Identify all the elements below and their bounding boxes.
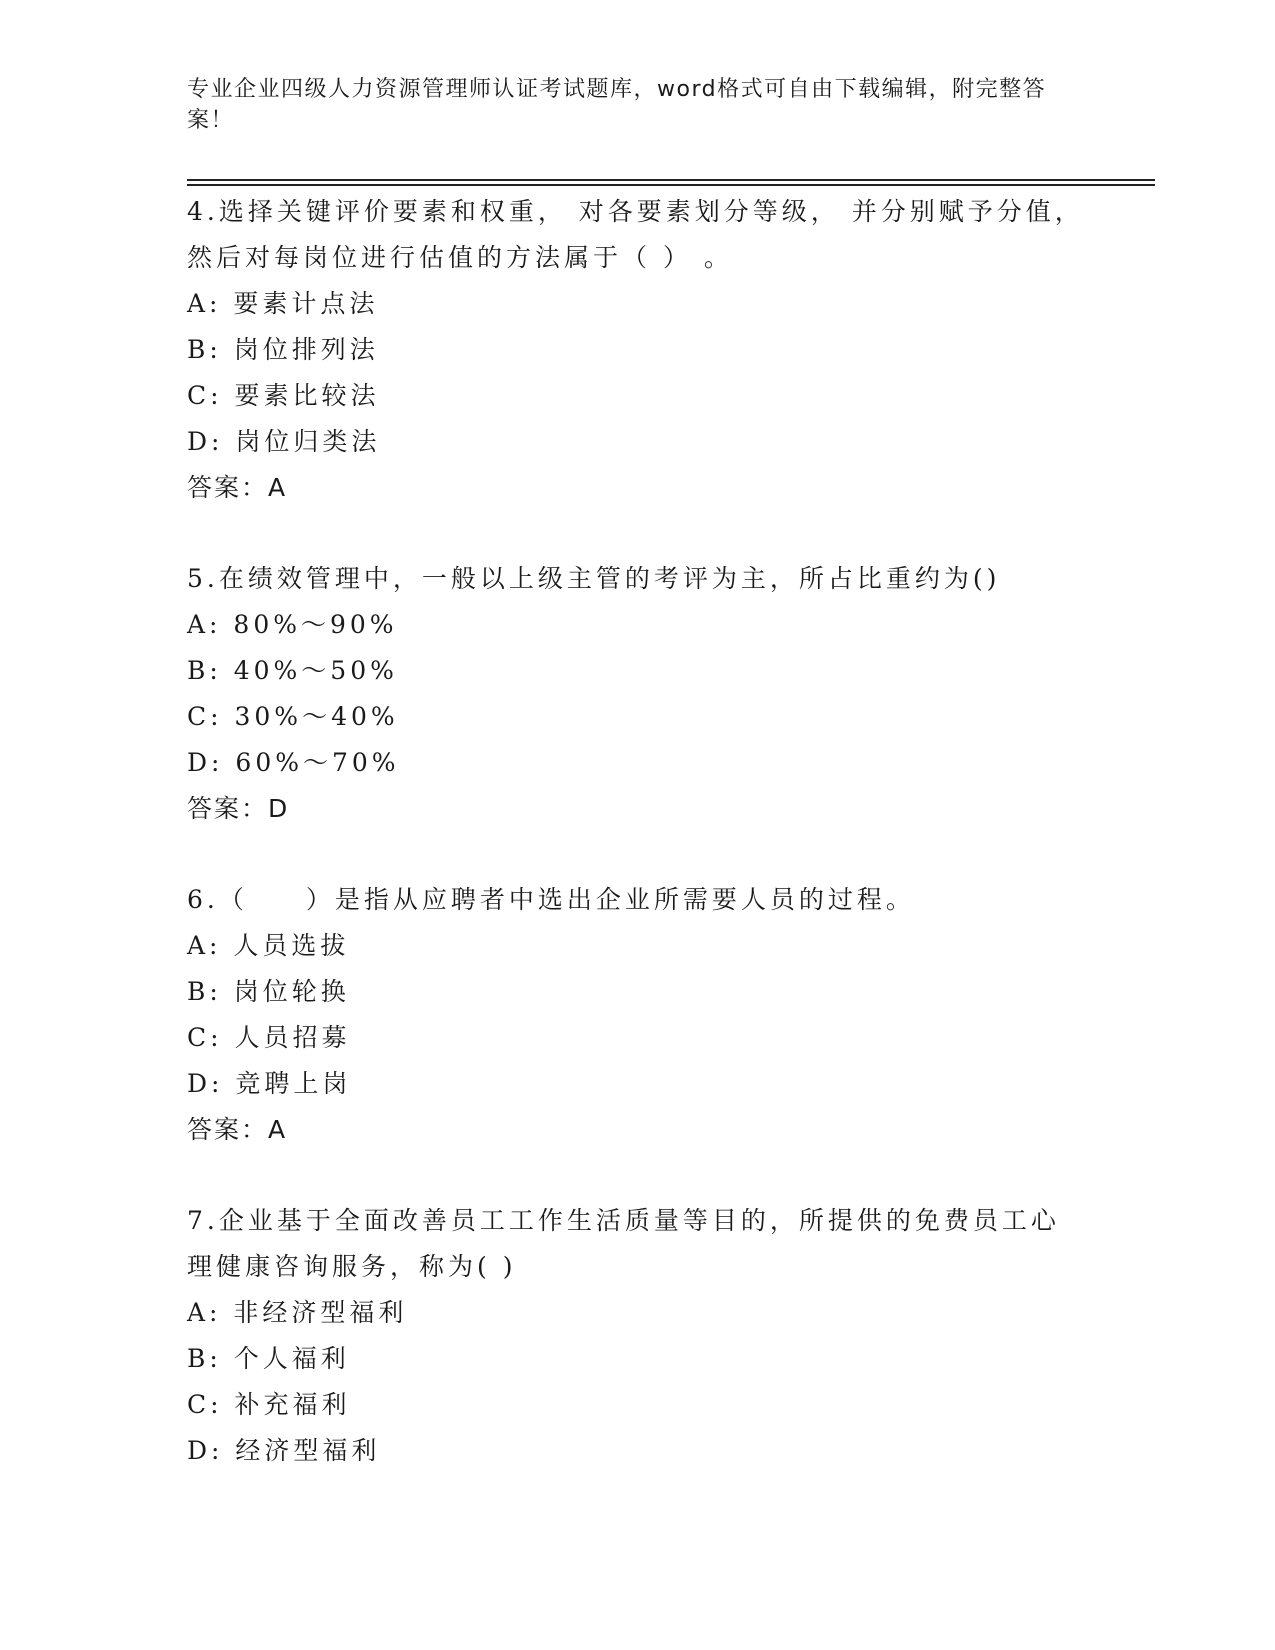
option-a: A: 要素计点法	[187, 289, 379, 318]
option-b: B: 岗位轮换	[187, 977, 350, 1006]
question-7	[187, 1198, 1087, 1474]
option-c: C: 人员招募	[187, 1023, 351, 1052]
option-d: D: 60%～70%	[187, 748, 400, 777]
option-d: D: 经济型福利	[187, 1436, 381, 1465]
document-header: 专业企业四级人力资源管理师认证考试题库，word格式可自由下载编辑，附完整答案！	[187, 77, 1047, 133]
option-d: D: 竞聘上岗	[187, 1069, 352, 1098]
option-b: B: 个人福利	[187, 1344, 350, 1373]
answer: 答案：A	[187, 473, 288, 502]
option-b: B: 40%～50%	[187, 656, 398, 685]
question-list	[187, 189, 1087, 1474]
answer: 答案：D	[187, 794, 290, 823]
question-5	[187, 556, 1087, 832]
option-d: D: 岗位归类法	[187, 427, 381, 456]
question-text: 4.选择关键评价要素和权重， 对各要素划分等级， 并分别赋予分值， 然后对每岗位进行估值的方法属于（ ） 。	[187, 197, 1084, 272]
question-4	[187, 189, 1087, 511]
option-c: C: 补充福利	[187, 1390, 351, 1419]
option-c: C: 30%～40%	[187, 702, 399, 731]
option-b: B: 岗位排列法	[187, 335, 379, 364]
question-text: 6.（ ）是指从应聘者中选出企业所需要人员的过程。	[187, 885, 915, 914]
question-text: 7.企业基于全面改善员工工作生活质量等目的，所提供的免费员工心理健康咨询服务，称为( )	[187, 1206, 1060, 1281]
answer: 答案：A	[187, 1115, 288, 1144]
option-c: C: 要素比较法	[187, 381, 380, 410]
option-a: A: 80%～90%	[187, 610, 398, 639]
option-a: A: 人员选拔	[187, 931, 350, 960]
header-divider-bottom	[187, 184, 1155, 186]
question-text: 5.在绩效管理中，一般以上级主管的考评为主，所占比重约为()	[187, 564, 1001, 593]
question-6	[187, 877, 1087, 1153]
header-divider-top	[187, 179, 1155, 181]
option-a: A: 非经济型福利	[187, 1298, 408, 1327]
